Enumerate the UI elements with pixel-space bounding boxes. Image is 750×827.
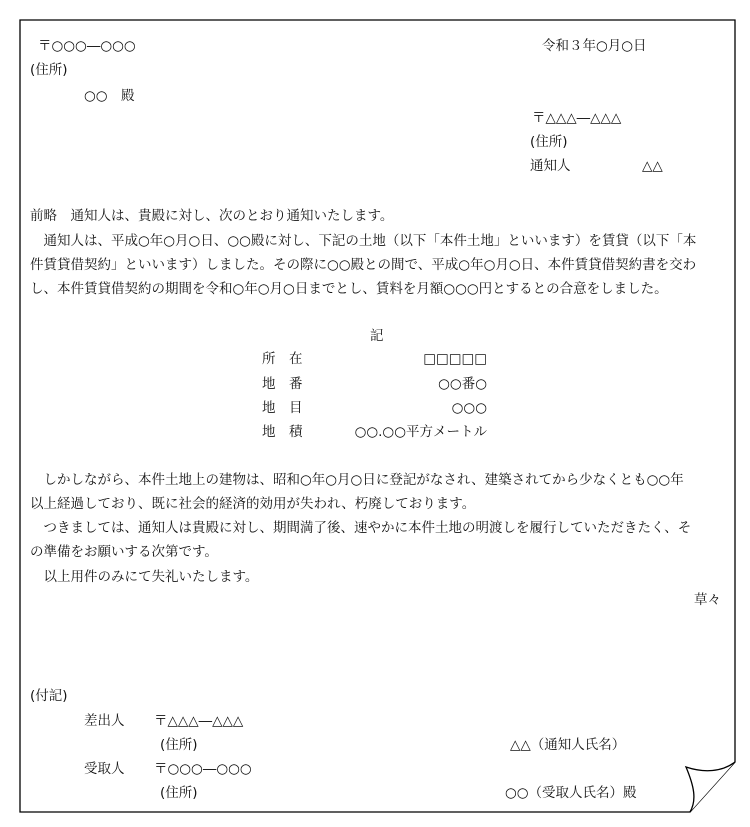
- body-line: 通知人は、平成○年○月○日、○○殿に対し、下記の土地（以下「本件土地」といいます）を賃貸（以下「本: [30, 233, 697, 249]
- body-line: 以上用件のみにて失礼いたします。: [30, 569, 259, 585]
- record-label-land-category: 地 目: [262, 400, 303, 416]
- appendix-sender-address-label: (住所): [160, 737, 198, 753]
- record-value-lot-number: ○○番○: [438, 376, 487, 392]
- record-label-lot-number: 地 番: [262, 376, 303, 392]
- body-line: しかしながら、本件土地上の建物は、昭和○年○月○日に登記がなされ、建築されてから少なくとも○○年: [30, 472, 684, 488]
- body-line: の準備をお願いする次第です。: [30, 544, 218, 560]
- body-line: 以上経過しており、既に社会的経済的効用が失われ、朽廃しております。: [30, 496, 476, 512]
- record-heading: 記: [370, 328, 384, 344]
- appendix-receiver-address-label: (住所): [160, 785, 198, 801]
- appendix-receiver-label: 受取人: [84, 761, 125, 777]
- appendix-heading: (付記): [30, 688, 68, 704]
- appendix-sender-name-note: △△（通知人氏名）: [510, 737, 626, 753]
- record-value-location: □□□□□: [423, 351, 487, 367]
- appendix-receiver-postal: 〒○○○―○○○: [154, 761, 252, 777]
- closing-phrase: 草々: [694, 592, 721, 608]
- recipient-name: ○○ 殿: [84, 88, 135, 104]
- record-label-area: 地 積: [262, 424, 303, 440]
- body-line: つきましては、通知人は貴殿に対し、期間満了後、速やかに本件土地の明渡しを履行していただきたく、そ: [30, 520, 692, 536]
- body-line: 件賃貸借契約」といいます）しました。その際に○○殿との間で、平成○年○月○日、本件賃貸借契約書を交わ: [30, 257, 697, 273]
- appendix-sender-label: 差出人: [84, 713, 125, 729]
- sender-name: △△: [642, 158, 663, 174]
- recipient-postal-code: 〒○○○―○○○: [38, 38, 136, 54]
- appendix-sender-postal: 〒△△△―△△△: [154, 713, 244, 729]
- record-label-location: 所 在: [262, 351, 303, 367]
- body-line: し、本件賃貸借契約の期間を令和○年○月○日までとし、賃料を月額○○○円とするとの合意をしました。: [30, 281, 668, 297]
- sender-role: 通知人: [530, 158, 571, 174]
- sender-address-label: (住所): [530, 134, 568, 150]
- record-value-area: ○○.○○平方メートル: [354, 424, 487, 440]
- record-value-land-category: ○○○: [451, 400, 487, 416]
- document-date: 令和３年○月○日: [542, 38, 647, 54]
- body-line: 前略 通知人は、貴殿に対し、次のとおり通知いたします。: [30, 208, 394, 224]
- recipient-address-label: (住所): [30, 62, 68, 78]
- appendix-receiver-name-note: ○○（受取人氏名）殿: [505, 785, 637, 801]
- sender-postal-code: 〒△△△―△△△: [532, 110, 622, 126]
